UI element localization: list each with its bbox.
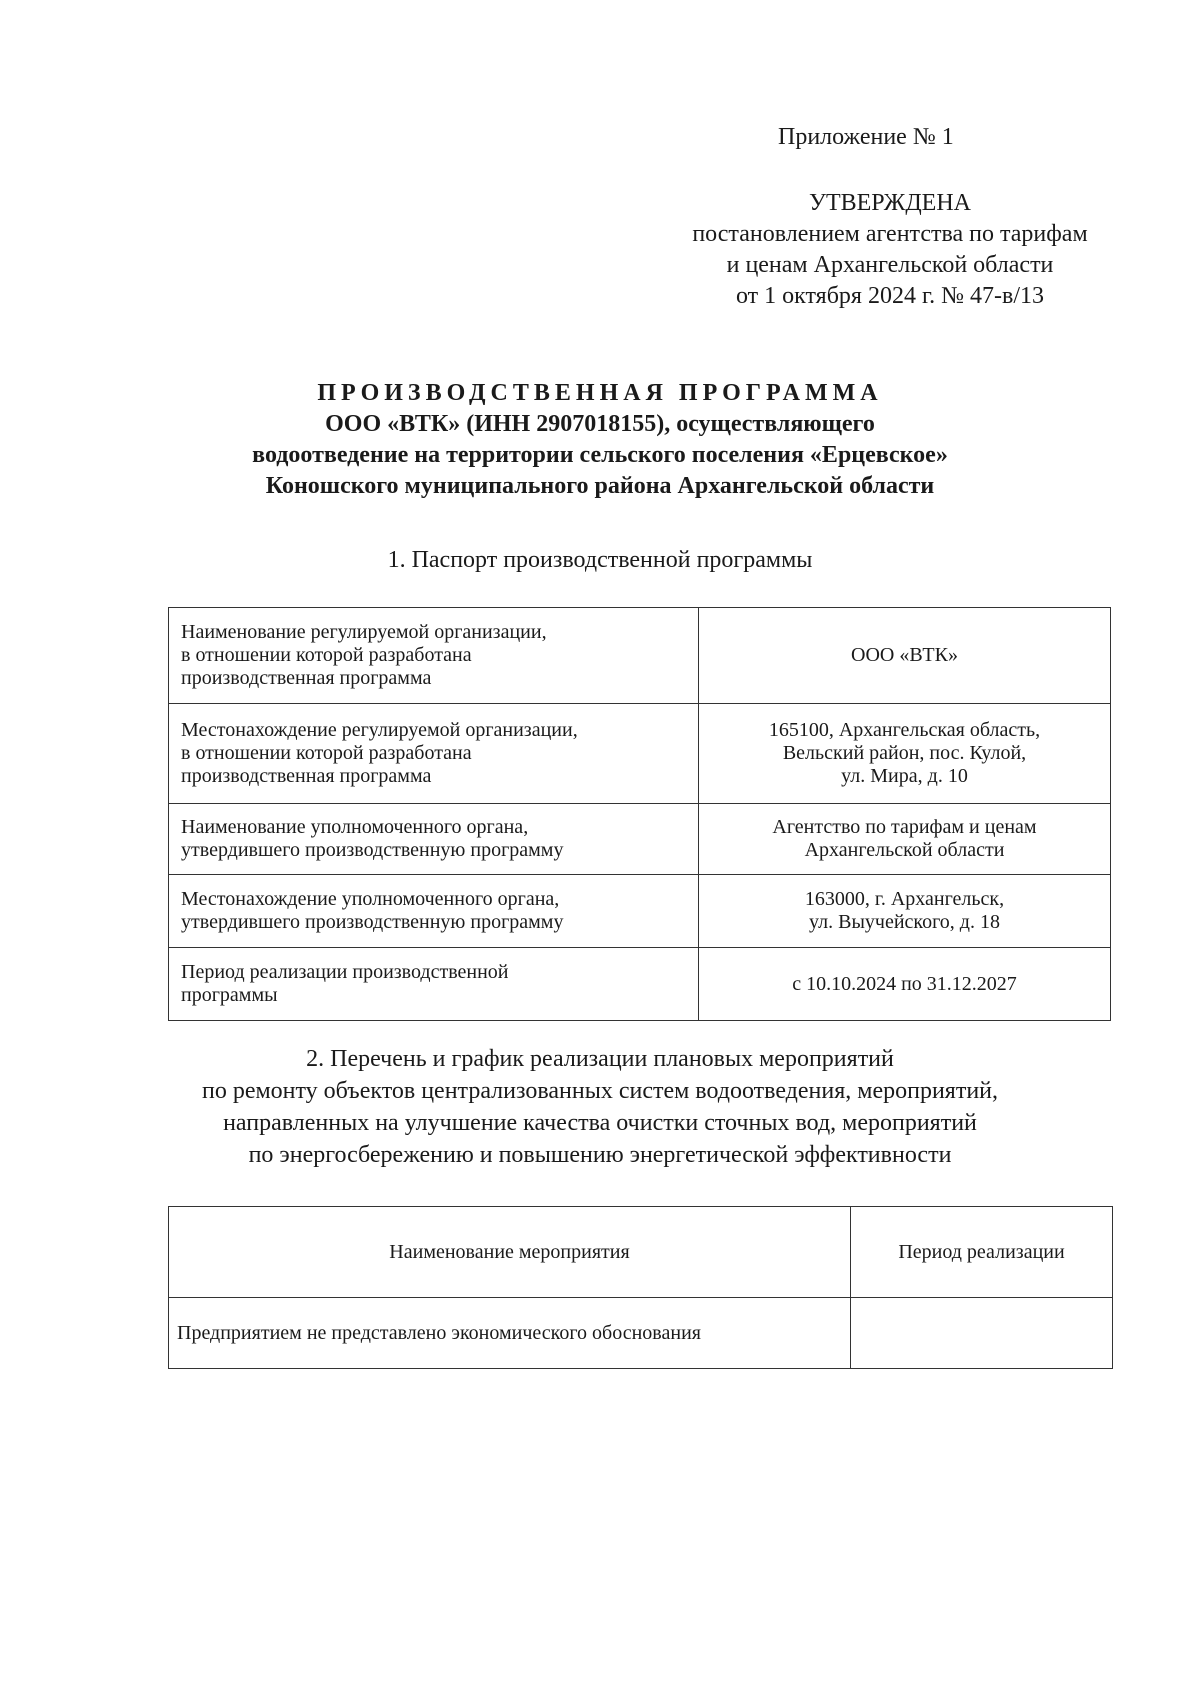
table-row [169,875,1111,948]
table-row [169,608,1111,704]
section1-heading: 1. Паспорт производственной программы [387,547,813,573]
heading-line: направленных на улучшение качества очистки сточных вод, мероприятий [223,1110,977,1136]
table-row [169,1298,1113,1369]
approval-line: и ценам Архангельской области [726,252,1054,278]
cell-line: Местонахождение уполномоченного органа, [181,888,560,910]
title-line: ООО «ВТК» (ИНН 2907018155), осуществляющего [325,411,875,437]
document-title [150,378,1050,502]
cell-line: утвердившего производственную программу [181,911,564,933]
title-line: Коношского муниципального района Архангельской области [265,473,935,499]
cell-line: Местонахождение регулируемой организации, [181,719,578,741]
passport-key [169,875,699,948]
heading-line: по ремонту объектов централизованных систем водоотведения, мероприятий, [201,1078,999,1104]
title-line: водоотведение на территории сельского поселения «Ерцевское» [252,442,948,468]
cell-line: Вельский район, пос. Кулой, [782,742,1027,764]
passport-value [699,608,1111,704]
approved-label: УТВЕРЖДЕНА [808,190,972,216]
table-row [169,948,1111,1021]
passport-value [699,804,1111,875]
passport-key [169,704,699,804]
cell-line: Архангельской области [804,839,1005,861]
period-cell [851,1298,1113,1369]
column-header-event: Наименование мероприятия [169,1207,851,1298]
cell-line: утвердившего производственную программу [181,839,564,861]
table-header-row [169,1207,1113,1298]
passport-key [169,804,699,875]
passport-table [168,607,1111,1021]
cell-line: производственная программа [181,765,432,787]
approval-block [640,188,1140,312]
cell-line: Период реализации производственной [181,961,509,983]
passport-key [169,608,699,704]
cell-line: 165100, Архангельская область, [768,719,1041,741]
table-row [169,804,1111,875]
column-header-period: Период реализации [851,1207,1113,1298]
cell-line: Наименование регулируемой организации, [181,621,547,643]
cell-line: программы [181,984,278,1006]
passport-value [699,948,1111,1021]
appendix-label: Приложение № 1 [778,124,954,150]
cell-line: в отношении которой разработана [181,644,472,666]
passport-key [169,948,699,1021]
cell-line: ООО «ВТК» [851,644,958,666]
cell-line: с 10.10.2024 по 31.12.2027 [792,972,1017,995]
cell-line: Наименование уполномоченного органа, [181,816,529,838]
cell-line: в отношении которой разработана [181,742,472,764]
cell-line: ул. Выучейского, д. 18 [809,911,1000,933]
title-line: ПРОИЗВОДСТВЕННАЯ ПРОГРАММА [317,380,883,406]
passport-value [699,704,1111,804]
passport-value [699,875,1111,948]
cell-line: Агентство по тарифам и ценам [772,816,1037,838]
cell-line: производственная программа [181,667,432,689]
approval-line: постановлением агентства по тарифам [692,221,1088,247]
approval-line: от 1 октября 2024 г. № 47-в/13 [735,283,1044,309]
cell-line: 163000, г. Архангельск, [804,888,1005,910]
cell-line: ул. Мира, д. 10 [841,765,968,787]
heading-line: 2. Перечень и график реализации плановых мероприятий [306,1046,894,1072]
event-cell: Предприятием не представлено экономического обоснования [169,1298,851,1369]
section2-heading [140,1043,1060,1171]
table-row [169,704,1111,804]
events-table [168,1206,1113,1369]
heading-line: по энергосбережению и повышению энергетической эффективности [248,1142,952,1168]
